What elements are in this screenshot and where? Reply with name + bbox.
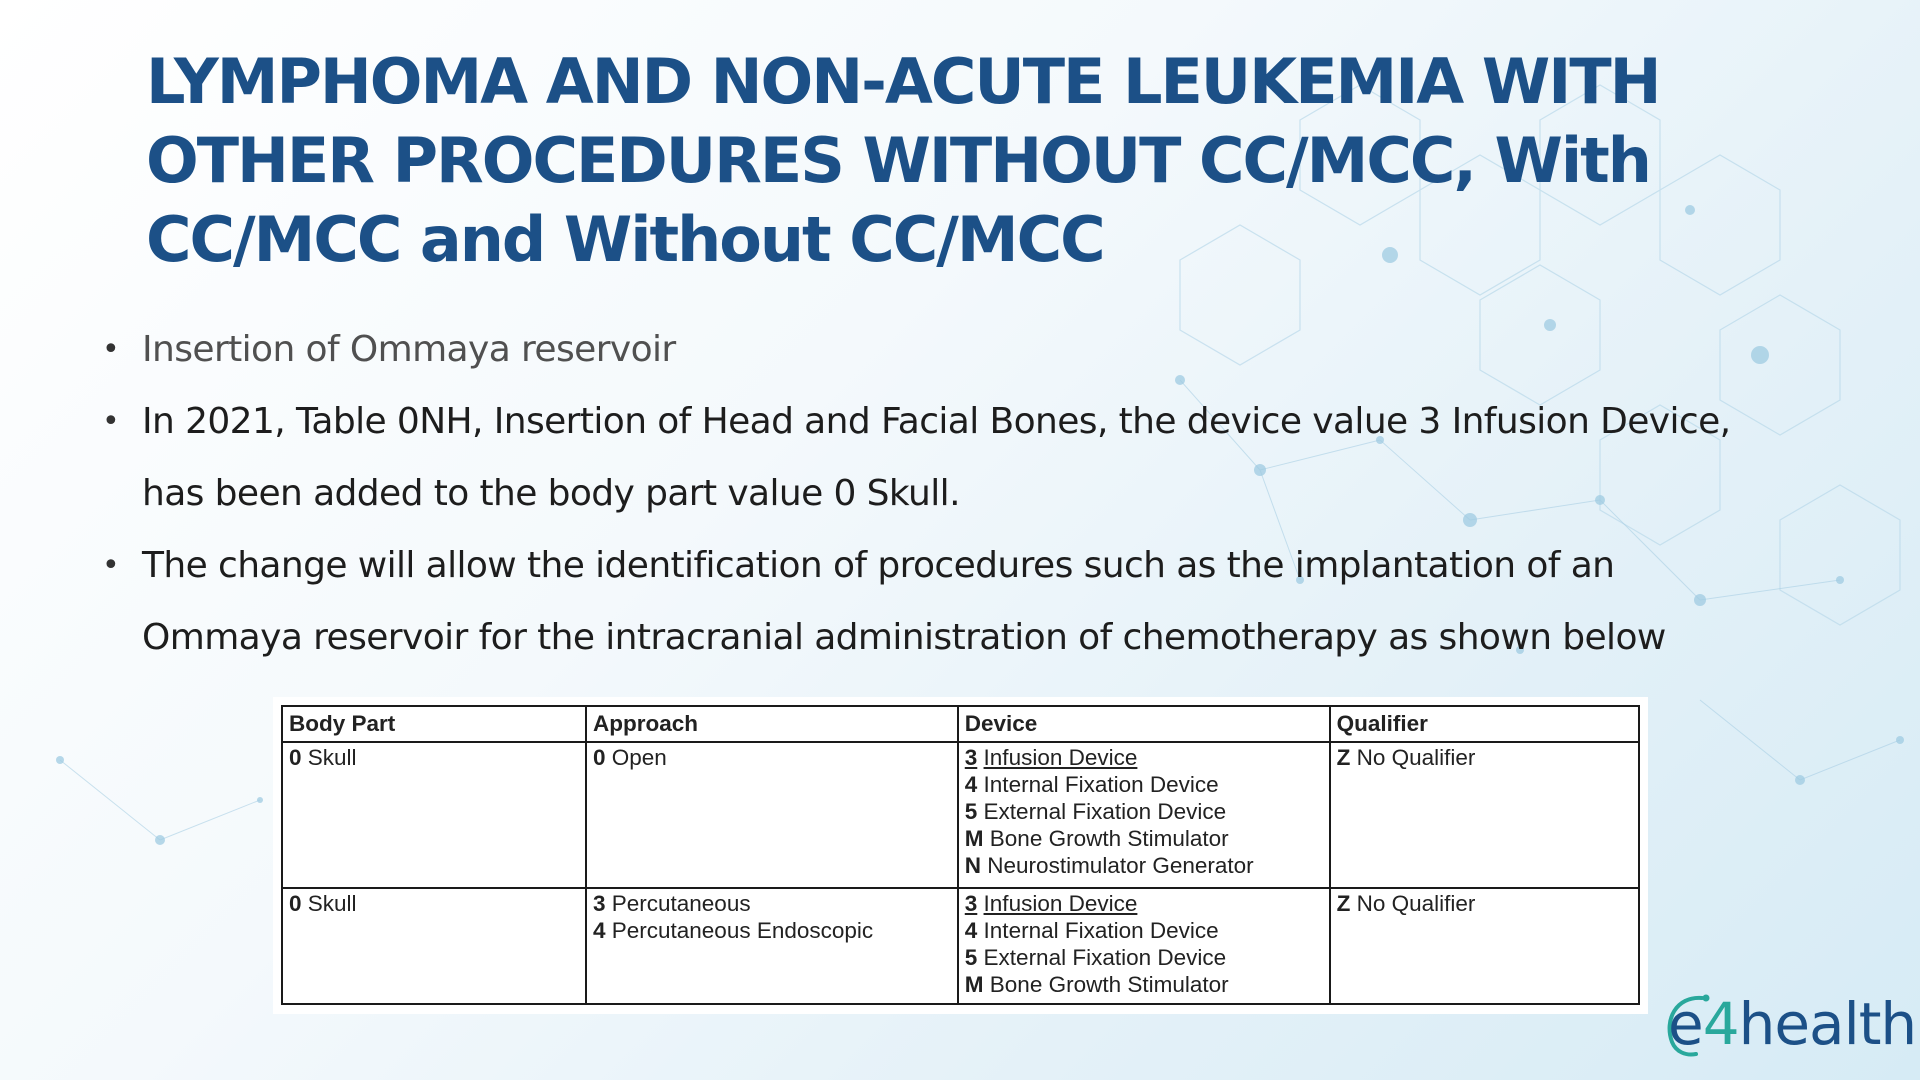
approach-entry bbox=[593, 917, 951, 944]
cell-device bbox=[958, 888, 1330, 1004]
table-row bbox=[282, 742, 1639, 888]
cell-qualifier bbox=[1330, 742, 1639, 888]
bullet-item bbox=[100, 386, 1860, 530]
code-value: M bbox=[964, 972, 984, 997]
cell-device bbox=[958, 742, 1330, 888]
device-entry bbox=[965, 890, 1323, 917]
code-value: 4 bbox=[592, 918, 606, 943]
device-entry bbox=[965, 852, 1323, 879]
code-label: Skull bbox=[307, 745, 357, 770]
code-value: N bbox=[964, 853, 982, 878]
header-body-part: Body Part bbox=[282, 706, 586, 742]
approach-entry bbox=[593, 744, 951, 771]
bullet-text: In 2021, Table 0NH, Insertion of Head and Facial Bones, the device value 3 Infusion Device, bbox=[142, 401, 1731, 442]
cell-approach bbox=[586, 888, 958, 1004]
logo-prefix: e bbox=[1668, 990, 1703, 1058]
code-value: 5 bbox=[964, 945, 978, 970]
code-value: 3 bbox=[964, 891, 978, 916]
code-value: 5 bbox=[964, 799, 978, 824]
device-entry bbox=[965, 971, 1323, 998]
cell-body-part bbox=[282, 742, 586, 888]
code-value: 3 bbox=[592, 891, 606, 916]
bullet-dot: • bbox=[102, 404, 120, 439]
code-label: No Qualifier bbox=[1356, 891, 1476, 916]
device-entry bbox=[965, 771, 1323, 798]
cell-approach bbox=[586, 742, 958, 888]
code-value: Z bbox=[1336, 745, 1351, 770]
bullet-text: The change will allow the identification of procedures such as the implantation of an bbox=[142, 545, 1615, 586]
code-value: Z bbox=[1336, 891, 1351, 916]
device-link[interactable]: Infusion Device bbox=[983, 745, 1138, 770]
code-label: No Qualifier bbox=[1356, 745, 1476, 770]
header-approach: Approach bbox=[586, 706, 958, 742]
code-label: Percutaneous Endoscopic bbox=[611, 918, 874, 943]
code-label: Neurostimulator Generator bbox=[987, 853, 1254, 878]
slide-title-line: OTHER PROCEDURES WITHOUT CC/MCC, With bbox=[146, 124, 1650, 197]
header-device: Device bbox=[958, 706, 1330, 742]
slide-title bbox=[146, 42, 1846, 279]
code-value: 3 bbox=[964, 745, 978, 770]
device-entry bbox=[965, 798, 1323, 825]
code-label: Skull bbox=[307, 891, 357, 916]
code-value: 0 bbox=[289, 745, 302, 770]
device-link[interactable]: Infusion Device bbox=[983, 891, 1138, 916]
e4health-logo bbox=[1668, 988, 1917, 1060]
bullet-item bbox=[100, 530, 1860, 674]
bullet-list bbox=[100, 314, 1860, 674]
logo-digit: 4 bbox=[1702, 990, 1739, 1058]
bullet-dot: • bbox=[102, 548, 120, 583]
bullet-dot: • bbox=[102, 332, 120, 367]
code-label: Percutaneous bbox=[611, 891, 751, 916]
code-value: 0 bbox=[289, 891, 302, 916]
table-row bbox=[282, 888, 1639, 1004]
slide-title-line: CC/MCC and Without CC/MCC bbox=[146, 203, 1104, 276]
code-label: Internal Fixation Device bbox=[983, 918, 1219, 943]
bullet-item bbox=[100, 314, 1860, 386]
logo-suffix: health bbox=[1738, 990, 1917, 1058]
device-entry bbox=[965, 744, 1323, 771]
code-label: Internal Fixation Device bbox=[983, 772, 1219, 797]
code-label: External Fixation Device bbox=[983, 799, 1227, 824]
code-value: 4 bbox=[964, 772, 978, 797]
code-value: 4 bbox=[964, 918, 978, 943]
code-label: Bone Growth Stimulator bbox=[989, 826, 1229, 851]
bullet-text: has been added to the body part value 0 Skull. bbox=[142, 473, 960, 514]
bullet-text: Insertion of Ommaya reservoir bbox=[142, 329, 676, 370]
table-header-row bbox=[282, 706, 1639, 742]
cell-body-part bbox=[282, 888, 586, 1004]
slide-title-line: LYMPHOMA AND NON-ACUTE LEUKEMIA WITH bbox=[146, 45, 1660, 118]
device-entry bbox=[965, 944, 1323, 971]
code-label: Bone Growth Stimulator bbox=[989, 972, 1229, 997]
code-label: External Fixation Device bbox=[983, 945, 1227, 970]
bullet-text: Ommaya reservoir for the intracranial administration of chemotherapy as shown below bbox=[142, 617, 1666, 658]
cell-qualifier bbox=[1330, 888, 1639, 1004]
header-qualifier: Qualifier bbox=[1330, 706, 1639, 742]
code-table-container bbox=[273, 697, 1648, 1014]
code-value: 0 bbox=[592, 745, 606, 770]
device-entry bbox=[965, 917, 1323, 944]
device-entry bbox=[965, 825, 1323, 852]
code-value: M bbox=[964, 826, 984, 851]
code-label: Open bbox=[611, 745, 667, 770]
approach-entry bbox=[593, 890, 951, 917]
logo-wordmark bbox=[1668, 988, 1916, 1060]
code-table bbox=[281, 705, 1640, 1005]
